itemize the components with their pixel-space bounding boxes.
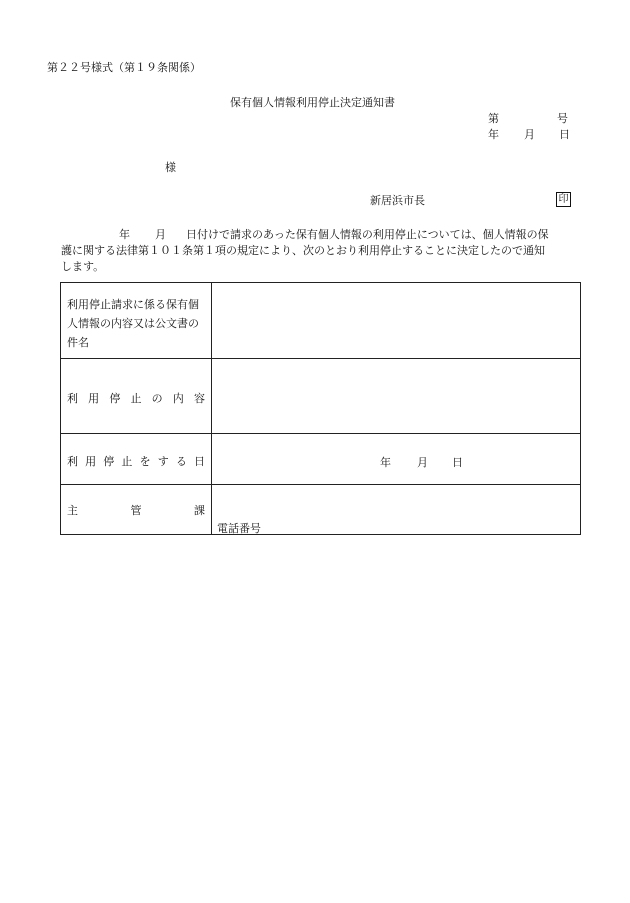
row-request-subject: [61, 283, 581, 359]
body-month: 月: [155, 228, 166, 241]
value-suspension-content[interactable]: [212, 359, 581, 434]
issue-date-year: 年: [488, 128, 499, 141]
label-char: 利: [67, 455, 78, 468]
issuer-name: 新居浜市長: [370, 194, 425, 207]
label-char: 止: [130, 392, 142, 405]
label-suspension-content: [61, 359, 212, 434]
label-line: 人情報の内容又は公文書の: [67, 317, 199, 330]
row-suspension-date: [61, 434, 581, 485]
notice-table: [60, 282, 581, 535]
label-char: 停: [103, 455, 115, 468]
label-char: 課: [194, 504, 205, 517]
label-request-subject: [61, 283, 212, 359]
label-line: 件名: [67, 336, 89, 349]
label-responsible-dept: [61, 485, 212, 535]
doc-number-suffix: 号: [557, 112, 568, 125]
form-number: 第２２号様式（第１９条関係）: [47, 61, 201, 74]
label-char: 主: [67, 504, 78, 517]
addressee-suffix: 様: [165, 161, 176, 174]
notice-body: [61, 227, 583, 275]
label-char: の: [151, 392, 163, 405]
issue-date-month: 月: [524, 128, 535, 141]
body-line-3: します。: [61, 260, 105, 273]
value-suspension-date[interactable]: [212, 434, 581, 485]
suspension-date-month: 月: [417, 456, 428, 469]
phone-number-label: 電話番号: [217, 522, 261, 535]
label-suspension-date: [61, 434, 212, 485]
doc-number-prefix: 第: [488, 112, 499, 125]
suspension-date-day: 日: [452, 456, 463, 469]
label-char: 内: [172, 392, 184, 405]
label-char: を: [139, 455, 151, 468]
body-line-2: 護に関する法律第１０１条第１項の規定により、次のとおり利用停止することに決定したので通知: [61, 244, 545, 257]
label-char: る: [175, 455, 187, 468]
label-char: 用: [88, 392, 100, 405]
row-suspension-content: [61, 359, 581, 434]
label-char: 用: [85, 455, 97, 468]
value-request-subject[interactable]: [212, 283, 581, 359]
body-line1-rest: 日付けで請求のあった保有個人情報の利用停止については、個人情報の保: [186, 228, 549, 241]
document-title: 保有個人情報利用停止決定通知書: [230, 96, 395, 109]
seal-mark: 印: [556, 192, 571, 207]
row-responsible-dept: [61, 485, 581, 535]
suspension-date-year: 年: [380, 456, 391, 469]
label-char: 利: [67, 392, 78, 405]
body-year: 年: [119, 228, 130, 241]
label-char: 止: [121, 455, 133, 468]
body-line-1: [61, 227, 583, 243]
label-char: 管: [130, 504, 142, 517]
label-char: 停: [109, 392, 121, 405]
value-responsible-dept[interactable]: [212, 485, 581, 535]
label-char: 容: [193, 392, 205, 405]
label-line: 利用停止請求に係る保有個: [67, 298, 199, 311]
issue-date-day: 日: [559, 128, 570, 141]
label-char: す: [157, 455, 169, 468]
label-char: 日: [193, 455, 205, 468]
